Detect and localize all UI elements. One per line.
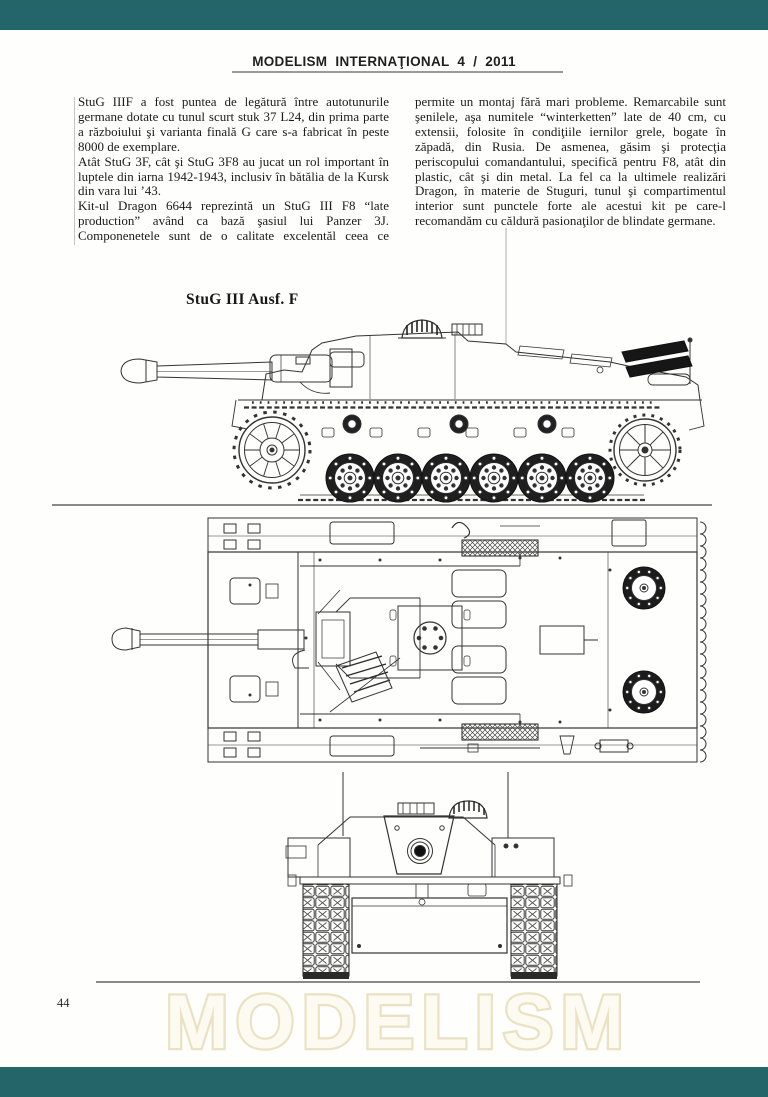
figure-front-view (96, 772, 700, 982)
engine-grille (462, 724, 538, 740)
paragraph: Kit-ul Dragon 6644 reprezintă un StuG III F8 “late production” având ca bază şasiul lui Panzer 3J. Componenetele sunt de o calitate excelentăl ceea ce (78, 198, 389, 244)
track-front-right (511, 884, 557, 976)
drive-sprocket (239, 417, 305, 483)
paragraph: permite un montaj fără mari probleme. Remarcabile sunt şenilele, aşa numitele “winterketten” late de 40 cm, cu extensii, folosite în condiţiile iernilor grele, bogate în zăpadă, din Rusia. De asmenea, găsim şi protecţia periscopului comandantului, specifică pentru F8, atât din plastic, cât şi din metal. La fel ca la ultimele realizări Dragon, în materie de Stuguri, tunul şi compartimentul interior sunt punctele forte ale acestui kit pe care-l recomandăm cu căldură pasionaţilor de blindate germane. (415, 94, 726, 229)
figure-top-view (112, 518, 706, 762)
spare-road-wheel (623, 671, 665, 713)
page-number: 44 (57, 996, 70, 1010)
spare-road-wheel (623, 567, 665, 609)
track-front-left (303, 884, 349, 976)
page-header-title: MODELISM INTERNAŢIONAL 4 / 2011 (252, 54, 516, 69)
engine-grille (462, 540, 538, 556)
figure-side-view (52, 320, 712, 505)
paragraph: Atât StuG 3F, cât şi StuG 3F8 au jucat un rol important în luptele din iarna 1942-1943, inclusiv în bătălia de la Kursk din vara lui ’43. (78, 153, 389, 199)
watermark: MODELISM (165, 980, 631, 1065)
paragraph: StuG IIIF a fost puntea de legătură între autotunurile germane dotate cu tunul scurt stuk 37 L24, din prima parte a războiului şi varianta finală G care s-a fabricat în peste 8000 de exemplare. (78, 94, 389, 154)
figure-title: StuG III Ausf. F (186, 291, 299, 308)
idler-wheel (614, 419, 676, 481)
track-link-pile (330, 652, 400, 712)
